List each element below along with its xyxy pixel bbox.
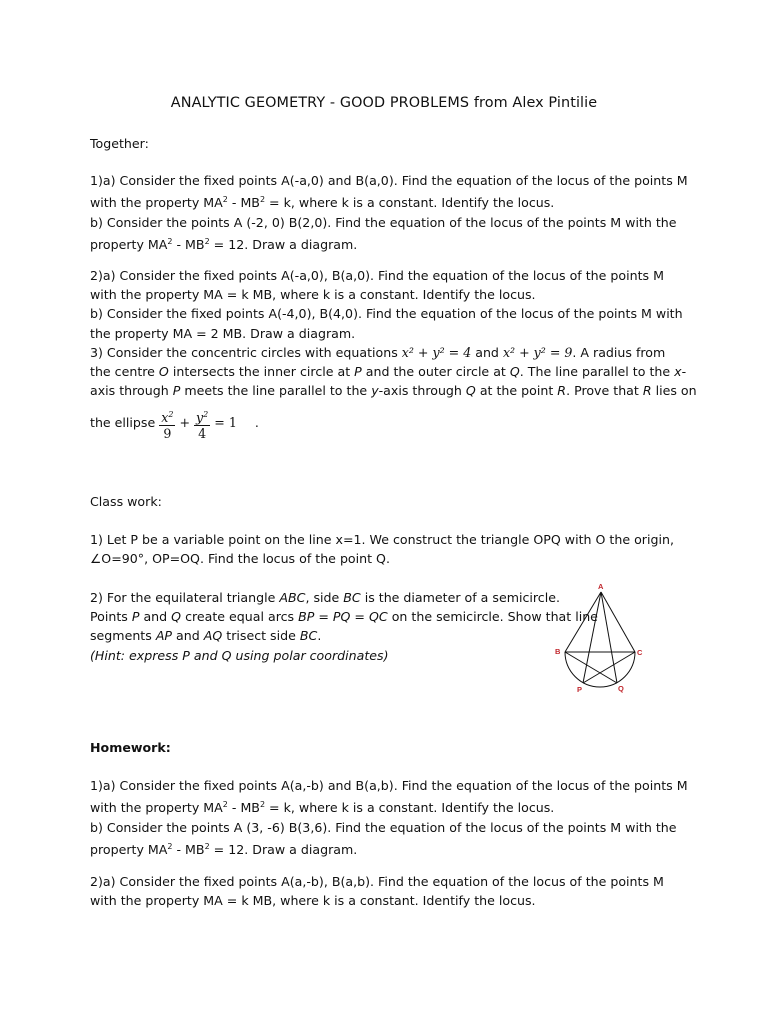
classwork-problem-2: 2) For the equilateral triangle ABC, side BC is the diameter of a semicircle. Points P and Q create equal arcs BP = PQ = QC on the semicircle. Show that line segments AP and AQ trisect side BC. (Hint: express P and Q using polar coordinates) bbox=[90, 588, 550, 665]
ellipse-equation: $\frac{x^2}{9}$ + $\frac{y^2}{4}$ = 1 bbox=[159, 405, 237, 441]
homework-problem-2: 2)a) Consider the fixed points A(a,-b), B(a,b). Find the equation of the locus of the points M with the property MA = k MB, where k is a constant. Identify the locus. bbox=[90, 874, 664, 909]
side-ab bbox=[565, 592, 601, 652]
page-title: ANALYTIC GEOMETRY - GOOD PROBLEMS from Alex Pintilie bbox=[170, 95, 598, 111]
label-a: A bbox=[598, 582, 604, 591]
together-problem-2: 2)a) Consider the fixed points A(-a,0), B(a,0). Find the equation of the locus of the points M with the property MA = k MB, where k is a constant. Identify the locus. b) Consider the fixed points A(-4,0), B(4,0). Find the equation of the locus of the points M with the property MA = 2 MB. Draw a diagram. bbox=[90, 268, 683, 341]
section-heading-together: Together: bbox=[90, 136, 149, 151]
label-b: B bbox=[555, 647, 561, 656]
segment-ap bbox=[583, 592, 601, 683]
circle-equation-2: x² + y² = 9 bbox=[502, 345, 573, 360]
label-p: P bbox=[577, 685, 583, 694]
semicircle bbox=[565, 652, 635, 687]
section-heading-homework: Homework: bbox=[90, 740, 171, 755]
together-problem-1: 1)a) Consider the fixed points A(-a,0) and B(a,0). Find the equation of the locus of the points M with the property $MA^2 - MB^2 = k$, where k is a constant. Identify the locus. b) Consider the points A (-2, 0) B(2,0). Find the equation of the locus of the points M with the property $MA^2 - MB^2 = 12$. Draw a diagram. bbox=[90, 173, 688, 252]
section-heading-classwork: Class work: bbox=[90, 494, 162, 509]
homework-problem-1: 1)a) Consider the fixed points A(a,-b) and B(a,b). Find the equation of the locus of the points M with the property $MA^2 - MB^2 = k$, where k is a constant. Identify the locus. b) Consider the points A (3, -6) B(3,6). Find the equation of the locus of the points M with the property $MA^2 - MB^2 = 12$. Draw a diagram. bbox=[90, 778, 688, 857]
label-q: Q bbox=[618, 684, 624, 693]
label-c: C bbox=[637, 648, 643, 657]
together-problem-3: 3) Consider the concentric circles with equations x² + y² = 4 and x² + y² = 9. A radius from the centre O intersects the inner circle at P and the outer circle at Q. The line parallel to the x- axis through P meets the line parallel to the y-axis through Q at the point R. Prove that R lies on the ellipse $\frac{x^2}{9}$ + $\frac{y^2}{4}$ = 1 . bbox=[90, 345, 697, 441]
circle-equation-1: x² + y² = 4 bbox=[401, 345, 472, 360]
classwork-problem-1: 1) Let P be a variable point on the line x=1. We construct the triangle OPQ with O the origin, ∠O=90°, OP=OQ. Find the locus of the point Q. bbox=[90, 532, 674, 567]
hint-text: (Hint: express P and Q using polar coordinates) bbox=[90, 647, 389, 663]
triangle-semicircle-diagram bbox=[550, 580, 650, 700]
